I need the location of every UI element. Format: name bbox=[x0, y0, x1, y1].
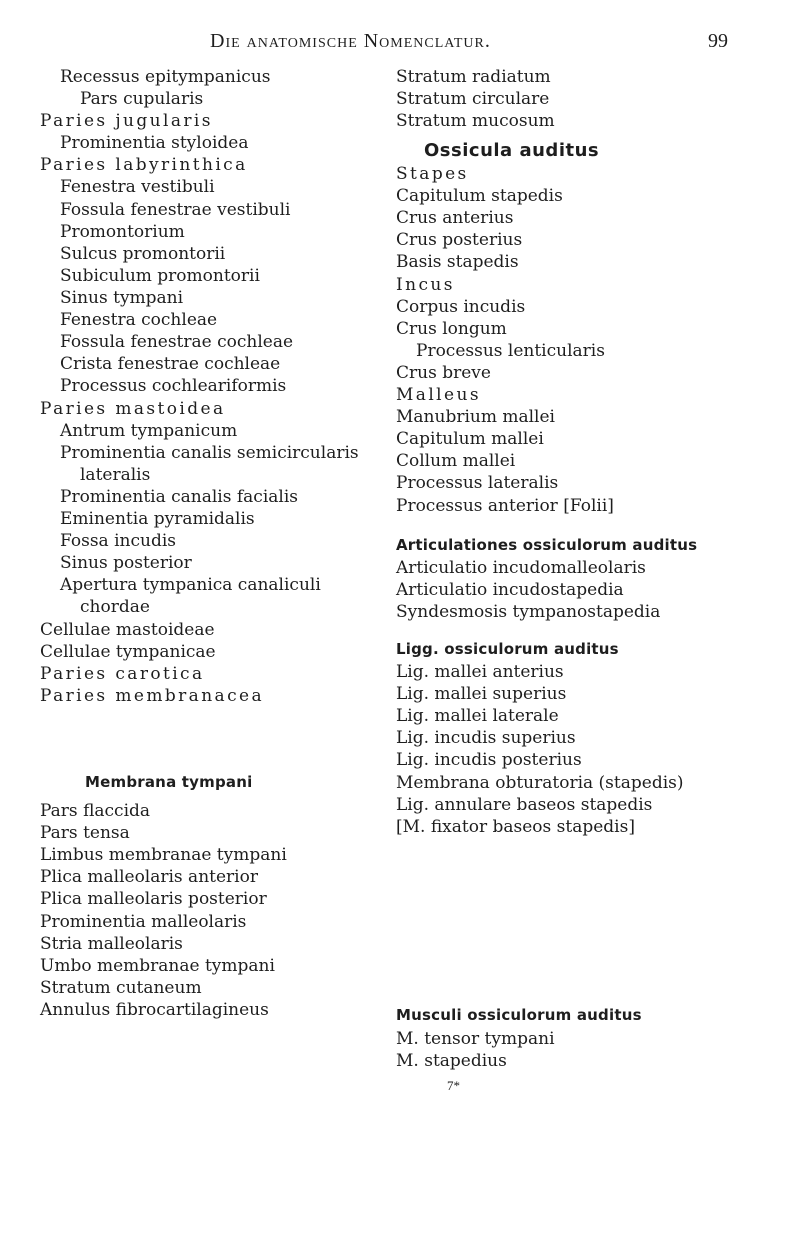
term-entry: Capitulum mallei bbox=[396, 429, 544, 449]
term-entry: Eminentia pyramidalis bbox=[60, 509, 255, 529]
term-entry: Corpus incudis bbox=[396, 297, 526, 317]
term-entry: Crus posterius bbox=[396, 230, 523, 250]
section-heading-ossicula-auditus: Ossicula auditus bbox=[424, 140, 600, 161]
term-entry: Pars flaccida bbox=[40, 801, 151, 821]
term-entry: Annulus fibrocartilagineus bbox=[40, 1000, 269, 1020]
section-heading-membrana-tympani: Membrana tympani bbox=[85, 773, 253, 791]
term-entry: Stratum cutaneum bbox=[40, 978, 202, 998]
term-entry: lateralis bbox=[80, 465, 151, 485]
term-entry: Paries jugularis bbox=[40, 111, 213, 131]
term-entry: Paries membranacea bbox=[40, 686, 265, 706]
term-entry: Incus bbox=[396, 275, 455, 295]
term-entry: Prominentia malleolaris bbox=[40, 912, 247, 932]
term-entry: Lig. annulare baseos stapedis bbox=[396, 795, 653, 815]
term-entry: Umbo membranae tympani bbox=[40, 956, 275, 976]
term-entry: Crus breve bbox=[396, 363, 491, 383]
term-entry: Cellulae mastoideae bbox=[40, 620, 215, 640]
term-entry: Crus longum bbox=[396, 319, 507, 339]
term-entry: M. stapedius bbox=[396, 1051, 507, 1071]
term-entry: Recessus epitympanicus bbox=[60, 67, 271, 87]
term-entry: Lig. mallei laterale bbox=[396, 706, 559, 726]
term-entry: Fossa incudis bbox=[60, 531, 176, 551]
term-entry: Lig. mallei anterius bbox=[396, 662, 564, 682]
term-entry: Membrana obturatoria (stapedis) bbox=[396, 773, 684, 793]
term-entry: Lig. mallei superius bbox=[396, 684, 567, 704]
term-entry: Cellulae tympanicae bbox=[40, 642, 216, 662]
term-entry: Stapes bbox=[396, 164, 469, 184]
term-entry: Fenestra cochleae bbox=[60, 310, 218, 330]
term-entry: Processus lateralis bbox=[396, 473, 559, 493]
term-entry: Basis stapedis bbox=[396, 252, 519, 272]
term-entry: Stria malleolaris bbox=[40, 934, 183, 954]
term-entry: Fossula fenestrae vestibuli bbox=[60, 200, 291, 220]
term-entry: Promontorium bbox=[60, 222, 185, 242]
term-entry: Pars cupularis bbox=[80, 89, 204, 109]
term-entry: Subiculum promontorii bbox=[60, 266, 260, 286]
page-number: 99 bbox=[708, 30, 728, 52]
term-entry: Collum mallei bbox=[396, 451, 516, 471]
term-entry: chordae bbox=[80, 597, 150, 617]
term-entry: Prominentia canalis facialis bbox=[60, 487, 298, 507]
term-entry: Sulcus promontorii bbox=[60, 244, 226, 264]
running-header bbox=[0, 30, 800, 56]
term-entry: Sinus tympani bbox=[60, 288, 184, 308]
term-entry: Lig. incudis posterius bbox=[396, 750, 582, 770]
term-entry: Stratum mucosum bbox=[396, 111, 555, 131]
term-entry: Lig. incudis superius bbox=[396, 728, 576, 748]
term-entry: Prominentia canalis semicircularis bbox=[60, 443, 359, 463]
section-heading-ligamenta: Ligg. ossiculorum auditus bbox=[396, 640, 619, 658]
term-entry: Apertura tympanica canaliculi bbox=[60, 575, 321, 595]
running-title: Die anatomische Nomenclatur. bbox=[210, 30, 491, 52]
term-entry: Crus anterius bbox=[396, 208, 514, 228]
term-entry: Malleus bbox=[396, 385, 481, 405]
section-heading-articulationes: Articulationes ossiculorum auditus bbox=[396, 536, 698, 554]
term-entry: Articulatio incudostapedia bbox=[396, 580, 624, 600]
section-heading-musculi: Musculi ossiculorum auditus bbox=[396, 1006, 642, 1024]
term-entry: Antrum tympanicum bbox=[60, 421, 238, 441]
term-entry: Limbus membranae tympani bbox=[40, 845, 287, 865]
term-entry: [M. fixator baseos stapedis] bbox=[396, 817, 635, 837]
term-entry: Processus anterior [Folii] bbox=[396, 496, 614, 516]
term-entry: Processus cochleariformis bbox=[60, 376, 287, 396]
term-entry: Sinus posterior bbox=[60, 553, 192, 573]
term-entry: Pars tensa bbox=[40, 823, 130, 843]
term-entry: M. tensor tympani bbox=[396, 1029, 555, 1049]
term-entry: Prominentia styloidea bbox=[60, 133, 249, 153]
term-entry: Stratum circulare bbox=[396, 89, 550, 109]
term-entry: Fenestra vestibuli bbox=[60, 177, 215, 197]
term-entry: Crista fenestrae cochleae bbox=[60, 354, 281, 374]
term-entry: Paries mastoidea bbox=[40, 399, 226, 419]
term-entry: Manubrium mallei bbox=[396, 407, 555, 427]
term-entry: Fossula fenestrae cochleae bbox=[60, 332, 294, 352]
signature-mark: 7* bbox=[447, 1078, 460, 1093]
term-entry: Articulatio incudomalleolaris bbox=[396, 558, 646, 578]
term-entry: Plica malleolaris anterior bbox=[40, 867, 258, 887]
term-entry: Syndesmosis tympanostapedia bbox=[396, 602, 661, 622]
term-entry: Paries carotica bbox=[40, 664, 205, 684]
term-entry: Paries labyrinthica bbox=[40, 155, 248, 175]
term-entry: Stratum radiatum bbox=[396, 67, 551, 87]
term-entry: Capitulum stapedis bbox=[396, 186, 563, 206]
term-entry: Plica malleolaris posterior bbox=[40, 889, 267, 909]
term-entry: Processus lenticularis bbox=[416, 341, 605, 361]
